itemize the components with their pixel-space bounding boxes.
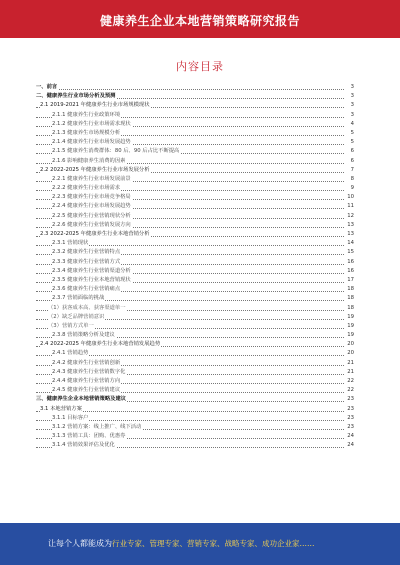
toc-page-number: 14 <box>344 239 354 248</box>
toc-entry[interactable] <box>36 405 354 414</box>
toc-entry[interactable] <box>36 193 354 202</box>
toc-page-number: 16 <box>344 258 354 267</box>
toc-entry[interactable] <box>36 92 354 101</box>
toc-entry[interactable] <box>36 395 354 404</box>
toc-page-number: 3 <box>344 111 354 120</box>
toc-entry[interactable] <box>36 230 354 239</box>
toc-page-number: 20 <box>344 349 354 358</box>
toc-page-number: 5 <box>344 129 354 138</box>
toc-entry[interactable] <box>36 147 354 156</box>
toc-entry[interactable] <box>36 414 354 423</box>
toc-entry[interactable] <box>36 359 354 368</box>
toc-entry[interactable] <box>36 441 354 450</box>
toc-entry-label: 2.2.5 健康养生行业营销现状分析 <box>52 212 132 221</box>
toc-entry-label: （3）营销方式单一 <box>48 322 95 331</box>
toc-entry-label: 2.3.5 健康养生行业本地营销现状 <box>52 276 132 285</box>
toc-page-number: 18 <box>344 304 354 313</box>
toc-entry-label: 二、健康养生行业市场分析及预测 <box>36 92 116 101</box>
toc-entry[interactable] <box>36 239 354 248</box>
toc-entry[interactable] <box>36 340 354 349</box>
toc-entry-label: 2.4.3 健康养生行业营销数字化 <box>52 368 126 377</box>
toc-entry-label: 2.3.3 健康养生行业营销方式 <box>52 258 121 267</box>
toc-page-number: 18 <box>344 285 354 294</box>
toc-page-number: 23 <box>344 405 354 414</box>
toc-page-number: 5 <box>344 138 354 147</box>
toc-entry-label: 3.1.1 目标客户 <box>52 414 89 423</box>
toc-page-number: 22 <box>344 377 354 386</box>
toc-page-number: 7 <box>344 166 354 175</box>
toc-entry-label: 2.1.1 健康养生行业政策环境 <box>52 111 121 120</box>
table-of-contents <box>36 83 354 451</box>
toc-entry-label: 2.3.4 健康养生行业营销渠道分析 <box>52 267 132 276</box>
toc-entry[interactable] <box>36 184 354 193</box>
toc-entry-label: 2.4.4 健康养生行业营销方向 <box>52 377 121 386</box>
report-header <box>0 0 400 38</box>
toc-page-number: 15 <box>344 248 354 257</box>
toc-entry[interactable] <box>36 285 354 294</box>
toc-entry[interactable] <box>36 423 354 432</box>
toc-entry[interactable] <box>36 322 354 331</box>
toc-entry[interactable] <box>36 129 354 138</box>
toc-entry[interactable] <box>36 304 354 313</box>
toc-entry-label: 一、前言 <box>36 83 58 92</box>
toc-entry-label: 2.2 2022-2025 年健康养生行业市场发展分析 <box>40 166 151 175</box>
report-title: 健康养生企业本地营销策略研究报告 <box>99 14 300 28</box>
toc-page-number: 3 <box>344 101 354 110</box>
toc-entry-label: 2.1 2019-2021 年健康养生行业市场规模现状 <box>40 101 151 110</box>
toc-entry[interactable] <box>36 157 354 166</box>
toc-page-number: 3 <box>344 83 354 92</box>
toc-page-number: 11 <box>344 202 354 211</box>
toc-page-number: 19 <box>344 331 354 340</box>
footer-tagline: 行业专家、管理专家、营销专家、战略专家、成功企业家…… <box>112 539 315 548</box>
toc-page-number: 24 <box>344 432 354 441</box>
toc-page-number: 17 <box>344 276 354 285</box>
toc-entry-label: 2.3.8 营销策略分析及建议 <box>52 331 116 340</box>
toc-entry[interactable] <box>36 221 354 230</box>
toc-page-number: 21 <box>344 368 354 377</box>
toc-entry-label: 2.3.1 营销现状 <box>52 239 89 248</box>
toc-heading: 内容目录 <box>176 60 224 73</box>
toc-entry-label: 2.1.2 健康养生行业市场需求现状 <box>52 120 132 129</box>
toc-entry-label: 3.1.2 营销方案：线上推广、线下活动 <box>52 423 142 432</box>
toc-entry-label: 2.3.2 健康养生行业营销特点 <box>52 248 121 257</box>
toc-entry-label: 3.1.3 营销工具：团购、优惠券 <box>52 432 126 441</box>
toc-entry-label: 2.2.2 健康养生行业市场需求 <box>52 184 121 193</box>
toc-page-number: 6 <box>344 157 354 166</box>
toc-page-number: 6 <box>344 147 354 156</box>
toc-leader-dots <box>36 89 344 90</box>
toc-page-number: 19 <box>344 322 354 331</box>
toc-entry-label: 3.1.4 营销效果评估及优化 <box>52 441 116 450</box>
toc-page-number: 8 <box>344 175 354 184</box>
toc-page-number: 9 <box>344 184 354 193</box>
toc-entry[interactable] <box>36 331 354 340</box>
toc-entry[interactable] <box>36 248 354 257</box>
toc-page-number: 10 <box>344 193 354 202</box>
toc-entry-label: 2.2.6 健康养生行业营销发展方向 <box>52 221 132 230</box>
toc-entry-label: 2.4.5 健康养生行业营销建议 <box>52 386 121 395</box>
toc-entry[interactable] <box>36 267 354 276</box>
toc-entry-label: （1）获客成本高、获客渠道单一 <box>48 304 127 313</box>
toc-entry[interactable] <box>36 276 354 285</box>
toc-entry-label: 2.4.1 营销趋势 <box>52 349 89 358</box>
toc-page-number: 20 <box>344 340 354 349</box>
toc-entry-label: 3.1 本地营销方案 <box>40 405 83 414</box>
toc-entry-label: 2.1.5 健康养生消费群体：80 后、90 后占比不断提高 <box>52 147 180 156</box>
toc-entry[interactable] <box>36 377 354 386</box>
toc-entry[interactable] <box>36 138 354 147</box>
toc-entry[interactable] <box>36 349 354 358</box>
toc-page-number: 13 <box>344 230 354 239</box>
toc-entry[interactable] <box>36 368 354 377</box>
toc-entry-label: 2.1.4 健康养生行业市场发展趋势 <box>52 138 132 147</box>
toc-entry[interactable] <box>36 175 354 184</box>
toc-entry-label: 2.3.7 营销面临的挑战 <box>52 294 105 303</box>
toc-entry-label: 2.4.2 健康养生行业营销创新 <box>52 359 121 368</box>
toc-entry-label: 2.3.6 健康养生行业营销痛点 <box>52 285 121 294</box>
toc-entry-label: 2.2.1 健康养生行业市场发展前景 <box>52 175 132 184</box>
toc-page-number: 16 <box>344 267 354 276</box>
toc-page-number: 21 <box>344 359 354 368</box>
toc-entry[interactable] <box>36 166 354 175</box>
toc-entry-label: 2.1.3 健康养生市场规模分析 <box>52 129 121 138</box>
toc-page-number: 13 <box>344 221 354 230</box>
toc-entry[interactable] <box>36 313 354 322</box>
toc-page-number: 23 <box>344 395 354 404</box>
toc-page-number: 23 <box>344 414 354 423</box>
toc-page-number: 22 <box>344 386 354 395</box>
toc-page-number: 18 <box>344 294 354 303</box>
toc-entry[interactable] <box>36 83 354 92</box>
toc-page-number: 3 <box>344 92 354 101</box>
toc-entry-label: 2.4 2022-2025 年健康养生行业本地营销发展趋势 <box>40 340 161 349</box>
toc-entry[interactable] <box>36 111 354 120</box>
footer-banner <box>0 523 400 565</box>
toc-page-number: 24 <box>344 441 354 450</box>
footer-brand: 让每个人都能成为 <box>48 539 112 548</box>
toc-entry[interactable] <box>36 101 354 110</box>
toc-entry-label: 三、健康养生企业本地营销策略及建议 <box>36 395 127 404</box>
toc-entry-label: 2.3 2022-2025 年健康养生行业本地营销分析 <box>40 230 151 239</box>
toc-entry-label: 2.2.3 健康养生行业市场竞争格局 <box>52 193 132 202</box>
toc-page-number: 23 <box>344 423 354 432</box>
toc-entry[interactable] <box>36 432 354 441</box>
toc-page-number: 12 <box>344 212 354 221</box>
toc-page-number: 4 <box>344 120 354 129</box>
toc-entry[interactable] <box>36 202 354 211</box>
toc-entry[interactable] <box>36 386 354 395</box>
toc-entry-label: （2）缺乏品牌营销意识 <box>48 313 105 322</box>
toc-page-number: 19 <box>344 313 354 322</box>
toc-entry[interactable] <box>36 120 354 129</box>
toc-entry-label: 2.1.6 影响健康养生消费的因素 <box>52 157 126 166</box>
toc-entry-label: 2.2.4 健康养生行业市场发展趋势 <box>52 202 132 211</box>
toc-entry[interactable] <box>36 258 354 267</box>
toc-entry[interactable] <box>36 294 354 303</box>
toc-entry[interactable] <box>36 212 354 221</box>
